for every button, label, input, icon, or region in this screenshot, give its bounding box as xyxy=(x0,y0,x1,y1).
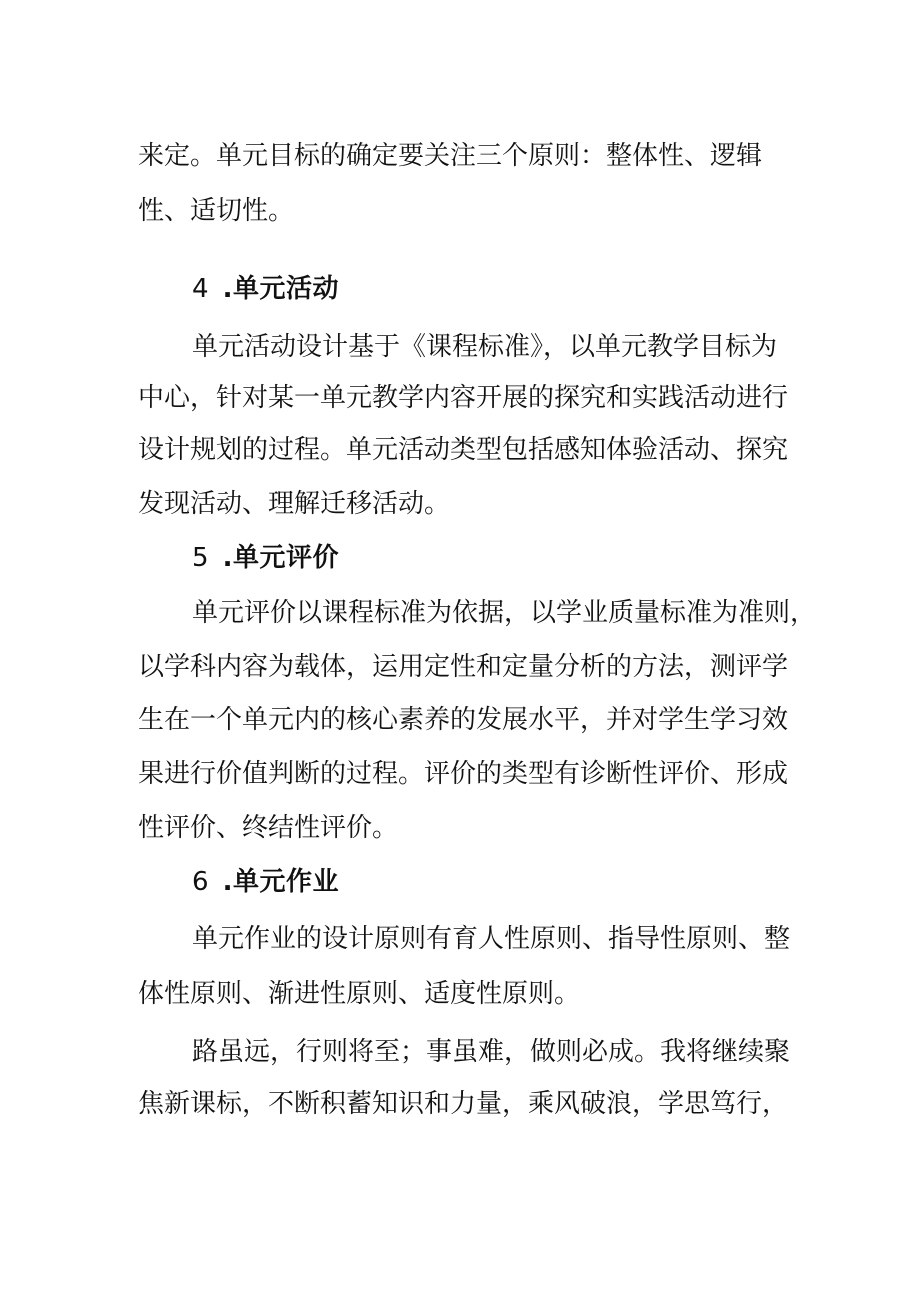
section-6-line-1: 单元作业的设计原则有育人性原则、指导性原则、整 xyxy=(192,924,791,954)
section-5-heading xyxy=(192,541,852,575)
section-4-title: .单元活动 xyxy=(222,274,339,304)
section-5-line-1: 单元评价以课程标准为依据，以学业质量标准为准则， xyxy=(192,598,817,628)
section-5-line-3: 生在一个单元内的核心素养的发展水平，并对学生学习效 xyxy=(138,705,789,735)
section-4-line-2: 中心，针对某一单元教学内容开展的探究和实践活动进行 xyxy=(138,383,789,413)
section-5-number: 5 xyxy=(192,543,210,573)
section-6-title: .单元作业 xyxy=(222,867,339,897)
section-4-line-3: 设计规划的过程。单元活动类型包括感知体验活动、探究 xyxy=(138,435,789,465)
section-4-number: 4 xyxy=(192,274,210,304)
intro-line-1: 来定。单元目标的确定要关注三个原则：整体性、逻辑 xyxy=(138,141,763,171)
section-5-line-2: 以学科内容为载体，运用定性和定量分析的方法，测评学 xyxy=(138,652,789,682)
closing-line-1: 路虽远，行则将至；事虽难，做则必成。我将继续聚 xyxy=(192,1037,791,1067)
section-4-line-4: 发现活动、理解迁移活动。 xyxy=(138,489,451,519)
section-5-line-4: 果进行价值判断的过程。评价的类型有诊断性评价、形成 xyxy=(138,759,789,789)
section-6-heading xyxy=(192,865,852,899)
section-4-line-1: 单元活动设计基于《课程标准》，以单元教学目标为 xyxy=(192,332,778,362)
section-5-title: .单元评价 xyxy=(222,543,339,573)
section-6-line-2: 体性原则、渐进性原则、适度性原则。 xyxy=(138,979,581,1009)
section-5-line-5: 性评价、终结性评价。 xyxy=(138,813,399,843)
section-4-heading xyxy=(192,272,852,306)
intro-line-2: 性、适切性。 xyxy=(138,196,295,226)
closing-line-2: 焦新课标，不断积蓄知识和力量，乘风破浪，学思笃行， xyxy=(138,1089,789,1119)
section-6-number: 6 xyxy=(192,867,210,897)
